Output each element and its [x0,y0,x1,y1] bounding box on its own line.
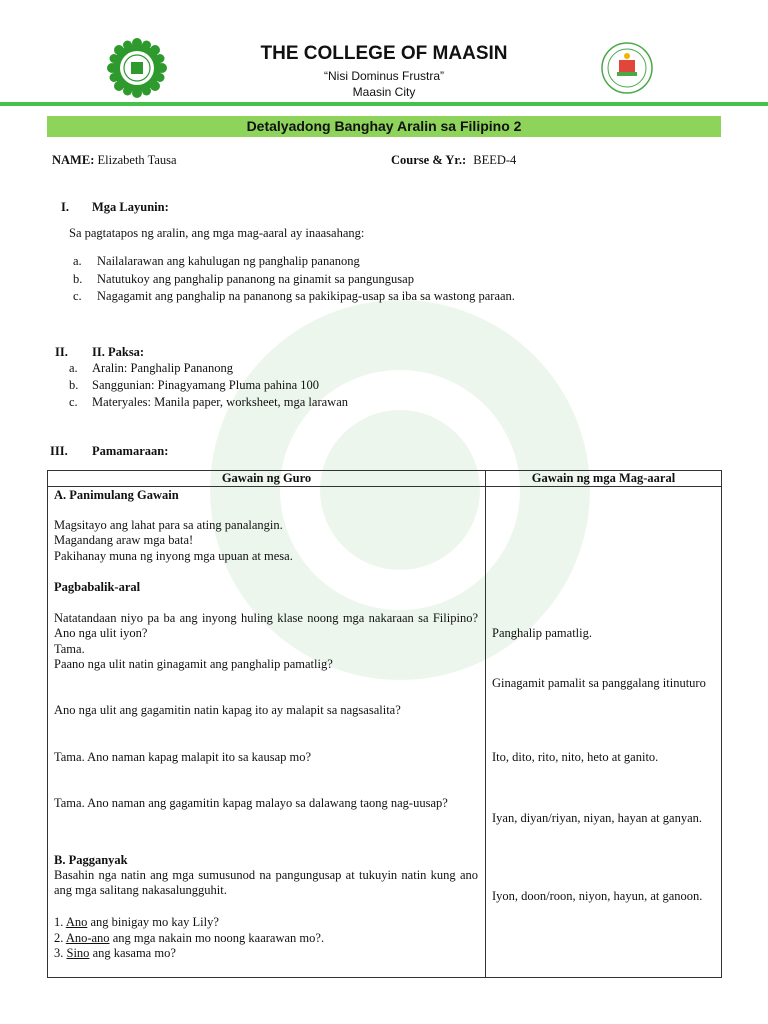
section-1-intro: Sa pagtatapos ng aralin, ang mga mag-aaral ay inaasahang: [69,226,365,240]
teacher-line: Tama. [54,642,85,656]
student-column-header: Gawain ng mga Mag-aaral [486,471,722,487]
objective-item: Natutukoy ang panghalip pananong na ginamit sa pangungusap [97,272,414,286]
objective-item: Nailalarawan ang kahulugan ng panghalip pananong [97,254,360,268]
section-1-number: I. [61,200,69,214]
course-value: BEED-4 [473,153,517,167]
topic-item: Materyales: Manila paper, worksheet, mga larawan [92,395,348,409]
student-answer: Ginagamit pamalit sa panggalang itinuturo [492,676,706,690]
section-1-title: Mga Layunin: [92,200,169,214]
topic-marker: c. [69,395,78,409]
letterhead [0,0,768,110]
topic-marker: a. [69,361,78,375]
topic-item: Sanggunian: Pinagyamang Pluma pahina 100 [92,378,320,392]
procedure-table [47,470,722,978]
sample-sentence: 3. Sino ang kasama mo? [54,946,176,960]
review-heading: Pagbabalik-aral [54,580,141,594]
teacher-line: Pakihanay muna ng inyong mga upuan at mesa. [54,549,293,563]
objective-marker: a. [73,254,82,268]
teacher-question: Natatandaan niyo pa ba ang inyong huling klase noong mga nakaraan sa Filipino? Ano nga ulit iyon? [54,611,478,640]
department-seal-logo [601,42,653,94]
header-divider [0,102,768,106]
course-label: Course & Yr.: [391,153,467,167]
student-answer: Panghalip pamatlig. [492,626,592,640]
sample-sentence: 1. Ano ang binigay mo kay Lily? [54,915,219,929]
teacher-column-header: Gawain ng Guro [48,471,486,487]
student-answer: Ito, dito, rito, nito, heto at ganito. [492,750,659,764]
motivation-heading: B. Pagganyak [54,853,128,867]
name-value: Elizabeth Tausa [97,153,177,167]
section-2-title: II. Paksa: [92,345,145,359]
objective-marker: b. [73,272,83,286]
student-answer: Iyan, diyan/riyan, niyan, hayan at ganyan. [492,811,702,825]
teacher-activities-cell [48,487,486,978]
topic-marker: b. [69,378,79,392]
student-activities-cell [486,487,722,978]
table-header-row [48,471,722,487]
table-row [48,487,722,978]
teacher-question: Ano nga ulit ang gagamitin natin kapag ito ay malapit sa nagsasalita? [54,703,401,717]
topic-item: Aralin: Panghalip Pananong [92,361,233,375]
objective-item: Nagagamit ang panghalip na pananong sa pakikipag-usap sa iba sa wastong paraan. [97,289,515,303]
initial-activities-heading: A. Panimulang Gawain [54,488,179,502]
college-motto: “Nisi Dominus Frustra” [323,69,444,83]
college-name: THE COLLEGE OF MAASIN [260,43,508,64]
teacher-instruction: Basahin nga natin ang mga sumusunod na pangungusap at tukuyin natin kung ano ang mga salitang nakasalungguhit. [54,868,478,897]
teacher-line: Magandang araw mga bata! [54,533,194,547]
course-field [391,153,516,168]
section-3-number: III. [50,444,68,458]
section-3-title: Pamamaraan: [92,444,169,458]
objective-marker: c. [73,289,82,303]
teacher-line: Magsitayo ang lahat para sa ating panalangin. [54,518,283,532]
teacher-question: Tama. Ano naman ang gagamitin kapag malayo sa dalawang taong nag-uusap? [54,796,448,810]
student-answer: Iyon, doon/roon, niyon, hayun, at ganoon. [492,889,703,903]
teacher-question: Paano nga ulit natin ginagamit ang panghalip pamatlig? [54,657,333,671]
college-city: Maasin City [352,85,416,99]
teacher-question: Tama. Ano naman kapag malapit ito sa kausap mo? [54,750,312,764]
sample-sentence: 2. Ano-ano ang mga nakain mo noong kaarawan mo?. [54,931,325,945]
document-title-banner: Detalyadong Banghay Aralin sa Filipino 2 [47,116,721,137]
name-field [52,153,177,168]
section-2-number: II. [55,345,68,359]
name-label: NAME: [52,153,95,167]
